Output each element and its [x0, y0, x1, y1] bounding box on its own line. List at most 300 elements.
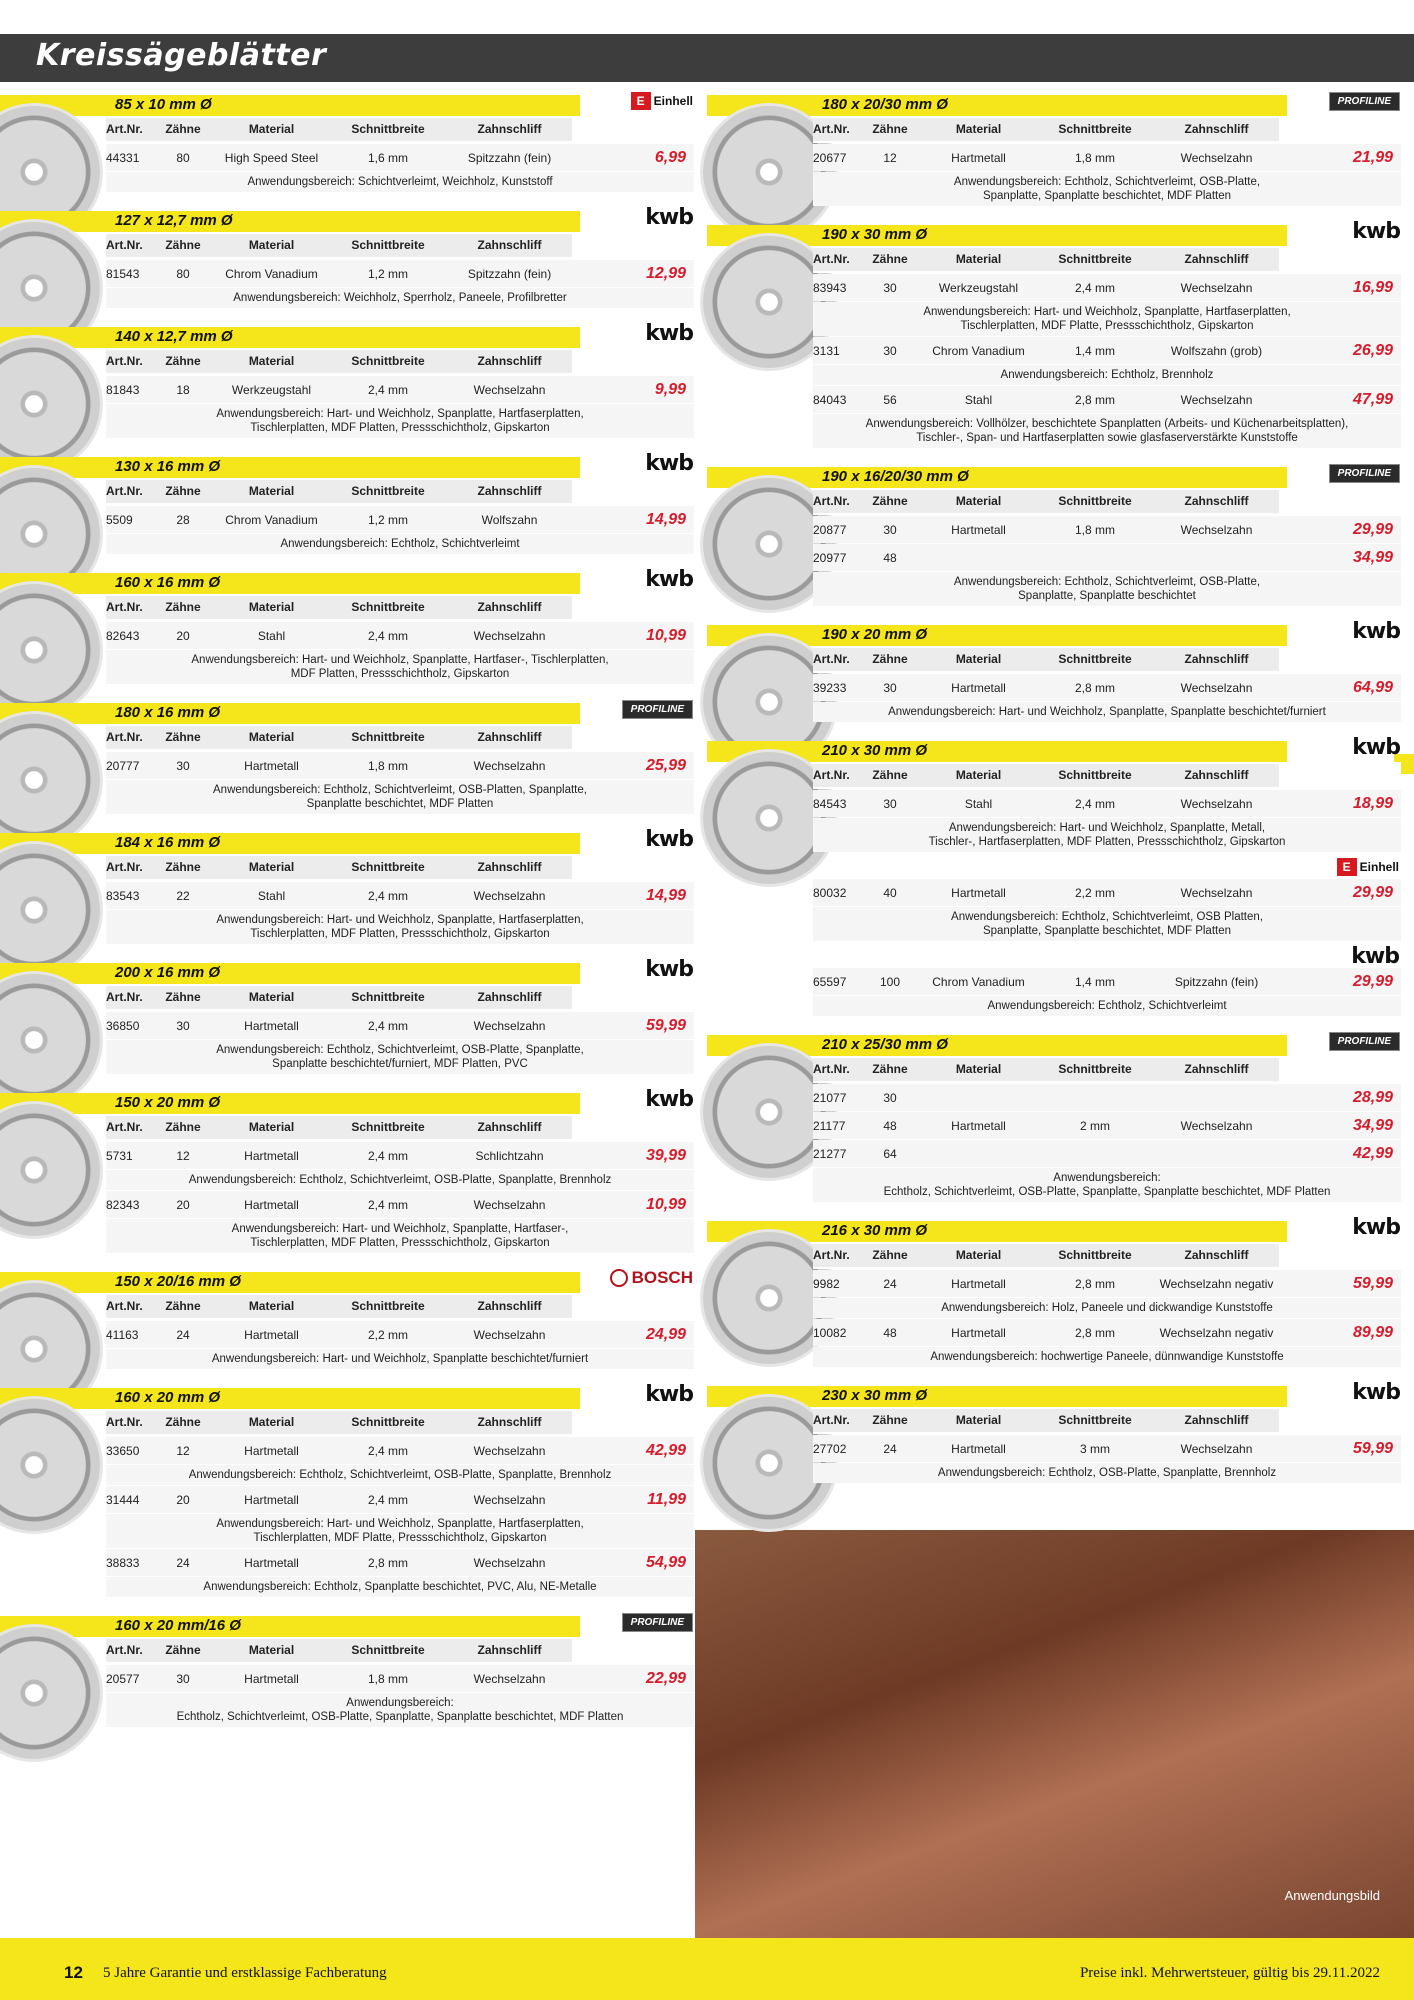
teeth-count: 30: [883, 1090, 897, 1105]
column-header-schliff: Zahnschliff: [1154, 1244, 1279, 1267]
column-header-art: Art.Nr.: [813, 764, 859, 787]
tooth-grind: Wechselzahn: [473, 1327, 546, 1342]
column-header-schnitt: Schnittbreite: [1036, 764, 1154, 787]
tooth-grind: Wechselzahn: [473, 1671, 546, 1686]
application-line: Anwendungsbereich: Hart- und Weichholz, Spanplatte, Spanplatte beschichtet/furniert: [888, 706, 1326, 718]
application-line: Anwendungsbereich: Holz, Paneele und dickwandige Kunststoffe: [941, 1302, 1273, 1314]
column-header-schliff: Zahnschliff: [447, 1116, 572, 1139]
application-area: [813, 1347, 1401, 1367]
table-row: [106, 882, 694, 909]
bosch-armature-icon: [610, 1269, 628, 1287]
brand-logo: [610, 1266, 693, 1290]
tooth-grind: Wechselzahn: [1180, 150, 1253, 165]
product-table: [106, 984, 694, 1074]
kwb-logo: kwb: [645, 1381, 693, 1407]
brand-name: Einhell: [1359, 860, 1399, 874]
application-area: [813, 1463, 1401, 1483]
tooth-grind: Wechselzahn: [473, 1443, 546, 1458]
price: 59,99: [1352, 1439, 1393, 1457]
brand-logo: [1329, 1029, 1400, 1053]
section-size-title: 230 x 30 mm Ø: [822, 1387, 928, 1404]
application-line: Anwendungsbereich: Echtholz, Schichtverleimt, OSB-Platte,: [953, 576, 1261, 588]
table-row: [106, 144, 694, 171]
cut-width: 2,4 mm: [1074, 796, 1115, 811]
tooth-grind: Wechselzahn: [473, 888, 546, 903]
table-row: [813, 790, 1401, 817]
article-number: 82643: [106, 628, 140, 643]
section-size-title: 216 x 30 mm Ø: [822, 1222, 928, 1239]
kwb-logo: kwb: [645, 204, 693, 230]
teeth-count: 20: [176, 1197, 190, 1212]
article-number: 20677: [813, 150, 847, 165]
cut-width: 2,4 mm: [367, 628, 408, 643]
application-line: Spanplatte beschichtet/furniert, MDF Platten, PVC: [272, 1058, 528, 1070]
section-size-title: 130 x 16 mm Ø: [115, 458, 221, 475]
article-number: 38833: [106, 1555, 140, 1570]
column-header-schnitt: Schnittbreite: [329, 726, 447, 749]
application-photo: [695, 1530, 1414, 1938]
table-row: [813, 674, 1401, 701]
column-header-art: Art.Nr.: [813, 248, 859, 271]
section-bar: [0, 963, 580, 984]
teeth-count: 30: [883, 680, 897, 695]
application-line: Tischlerplatten, MDF Platten, Pressschichtholz, Gipskarton: [250, 422, 550, 434]
column-header-material: Material: [214, 118, 329, 141]
product-table: [106, 1409, 694, 1597]
tooth-grind: Wechselzahn: [1180, 280, 1253, 295]
tooth-grind: Wechselzahn: [473, 628, 546, 643]
product-table: [813, 1407, 1401, 1483]
application-line: Spanplatte, Spanplatte beschichtet, MDF Platten: [982, 925, 1232, 937]
section-spacer: [0, 1369, 695, 1379]
product-section: [707, 458, 1402, 616]
price: 6,99: [654, 148, 686, 166]
column-header-material: Material: [921, 1244, 1036, 1267]
column-header-zaehne: Zähne: [859, 1058, 921, 1081]
table-header-row: [106, 1293, 694, 1320]
product-section: [0, 1379, 695, 1607]
tooth-grind: Wechselzahn negativ: [1159, 1276, 1274, 1291]
section-spacer: [0, 814, 695, 824]
application-line: Anwendungsbereich:: [346, 1697, 454, 1709]
article-number: 65597: [813, 974, 847, 989]
table-header-row: [813, 646, 1401, 673]
saw-blade-image: [0, 1399, 100, 1531]
brand-logo: [645, 205, 693, 229]
table-row: [813, 386, 1401, 413]
section-spacer: [0, 1253, 695, 1263]
table-row: [813, 274, 1401, 301]
section-spacer: [0, 554, 695, 564]
teeth-count: 12: [176, 1443, 190, 1458]
application-line: Tischlerplatten, MDF Platte, Pressschichtholz, Gipskarton: [960, 320, 1254, 332]
section-header: [707, 1026, 1402, 1056]
sub-brand-header: [813, 852, 1401, 878]
photo-label: Anwendungsbild: [1284, 1888, 1380, 1903]
cut-width: 1,2 mm: [367, 512, 408, 527]
section-header: [0, 954, 695, 984]
footer-guarantee: 5 Jahre Garantie und erstklassige Fachberatung: [103, 1965, 387, 1981]
tooth-grind: Wechselzahn: [1180, 885, 1253, 900]
application-line: Anwendungsbereich: Hart- und Weichholz, Spanplatte, Hartfaserplatten,: [923, 306, 1291, 318]
product-section: [0, 1084, 695, 1263]
section-header: [707, 458, 1402, 488]
price: 14,99: [645, 510, 686, 528]
column-header-schliff: Zahnschliff: [1154, 648, 1279, 671]
tooth-grind: Wechselzahn: [473, 382, 546, 397]
bosch-logo: [610, 1268, 693, 1288]
brand-logo: [1352, 1215, 1400, 1239]
brand-logo: [645, 451, 693, 475]
application-area: [106, 534, 694, 554]
cut-width: 2,8 mm: [367, 1555, 408, 1570]
brand-logo: [645, 567, 693, 591]
tooth-grind: Wechselzahn: [1180, 680, 1253, 695]
column-header-material: Material: [921, 1409, 1036, 1432]
application-area: [106, 910, 694, 944]
section-spacer: [0, 1074, 695, 1084]
section-bar: [0, 95, 580, 116]
product-table: [106, 116, 694, 192]
brand-logo: [1337, 855, 1399, 879]
table-row: [813, 1112, 1401, 1139]
article-number: 44331: [106, 150, 140, 165]
column-header-zaehne: Zähne: [152, 986, 214, 1009]
section-size-title: 180 x 16 mm Ø: [115, 704, 221, 721]
section-header: [0, 1379, 695, 1409]
price: 34,99: [1352, 1116, 1393, 1134]
column-header-art: Art.Nr.: [813, 648, 859, 671]
column-header-schliff: Zahnschliff: [447, 596, 572, 619]
column-header-art: Art.Nr.: [106, 596, 152, 619]
table-header-row: [106, 232, 694, 259]
article-number: 20877: [813, 522, 847, 537]
application-area: [813, 1298, 1401, 1318]
cut-width: 2,4 mm: [367, 382, 408, 397]
column-header-zaehne: Zähne: [152, 1411, 214, 1434]
article-number: 81843: [106, 382, 140, 397]
tooth-grind: Wechselzahn: [473, 758, 546, 773]
column-header-zaehne: Zähne: [859, 490, 921, 513]
price: 64,99: [1352, 678, 1393, 696]
column-header-zaehne: Zähne: [152, 596, 214, 619]
column-header-schnitt: Schnittbreite: [329, 1639, 447, 1662]
brand-logo: [1329, 89, 1400, 113]
column-header-zaehne: Zähne: [859, 764, 921, 787]
application-line: Tischler-, Hartfaserplatten, MDF Platten, Pressschichtholz, Gipskarton: [928, 836, 1286, 848]
column-header-schliff: Zahnschliff: [447, 350, 572, 373]
application-line: Anwendungsbereich: Hart- und Weichholz, Spanplatte, Hartfaser-,: [231, 1223, 569, 1235]
section-size-title: 160 x 20 mm/16 Ø: [115, 1617, 241, 1634]
table-header-row: [106, 1114, 694, 1141]
product-table: [813, 488, 1401, 606]
material: Hartmetall: [244, 1197, 299, 1212]
brand-logo: [1352, 735, 1400, 759]
column-header-schnitt: Schnittbreite: [1036, 648, 1154, 671]
product-table: [813, 1242, 1401, 1367]
section-spacer: [0, 684, 695, 694]
article-number: 83943: [813, 280, 847, 295]
application-area: [106, 1219, 694, 1253]
brand-logo: [631, 89, 693, 113]
application-line: Spanplatte, Spanplatte beschichtet: [1018, 590, 1196, 602]
cut-width: 2,4 mm: [367, 1443, 408, 1458]
column-header-material: Material: [921, 248, 1036, 271]
brand-logo: [1352, 219, 1400, 243]
table-header-row: [813, 246, 1401, 273]
material: Chrom Vanadium: [932, 343, 1025, 358]
application-area: [813, 365, 1401, 385]
section-spacer: [707, 1016, 1402, 1026]
material: Stahl: [964, 392, 993, 407]
table-header-row: [106, 1409, 694, 1436]
column-header-material: Material: [214, 480, 329, 503]
material: Hartmetall: [951, 680, 1006, 695]
column-header-zaehne: Zähne: [859, 118, 921, 141]
table-header-row: [106, 116, 694, 143]
cut-width: 1,8 mm: [367, 1671, 408, 1686]
cut-width: 2,2 mm: [367, 1327, 408, 1342]
section-header: [0, 318, 695, 348]
application-line: Anwendungsbereich: Echtholz, Schichtverleimt, OSB-Platte, Spanplatte, Brennholz: [188, 1174, 612, 1186]
table-row: [106, 622, 694, 649]
product-section: [707, 216, 1402, 458]
application-line: Anwendungsbereich: Echtholz, Schichtverleimt, OSB-Platten, Spanplatte,: [213, 784, 587, 796]
brand-logo: [1329, 461, 1400, 485]
teeth-count: 24: [883, 1276, 897, 1291]
kwb-logo: kwb: [1351, 943, 1399, 969]
teeth-count: 30: [176, 1018, 190, 1033]
table-header-row: [106, 1637, 694, 1664]
application-line: Anwendungsbereich: Hart- und Weichholz, Spanplatte, Hartfaser-, Tischlerplatten,: [191, 654, 609, 666]
column-header-art: Art.Nr.: [813, 1058, 859, 1081]
section-header: [0, 202, 695, 232]
product-table: [813, 646, 1401, 722]
column-header-art: Art.Nr.: [813, 1409, 859, 1432]
section-bar: [0, 573, 580, 594]
material: High Speed Steel: [224, 150, 319, 165]
column-header-schliff: Zahnschliff: [447, 480, 572, 503]
tooth-grind: Wechselzahn: [473, 1197, 546, 1212]
column-header-material: Material: [921, 764, 1036, 787]
column-header-schliff: Zahnschliff: [1154, 490, 1279, 513]
product-section: [0, 448, 695, 564]
section-header: [707, 616, 1402, 646]
product-section: [0, 86, 695, 202]
application-line: Tischlerplatten, MDF Platten, Pressschichtholz, Gipskarton: [250, 1237, 550, 1249]
cut-width: 1,8 mm: [1074, 150, 1115, 165]
kwb-logo: kwb: [645, 826, 693, 852]
column-header-material: Material: [214, 1295, 329, 1318]
teeth-count: 12: [176, 1148, 190, 1163]
material: Chrom Vanadium: [225, 266, 318, 281]
table-header-row: [813, 1407, 1401, 1434]
application-area: [106, 1693, 694, 1727]
kwb-logo: kwb: [1352, 618, 1400, 644]
teeth-count: 48: [883, 550, 897, 565]
cut-width: 2,8 mm: [1074, 680, 1115, 695]
table-row: [813, 1140, 1401, 1167]
application-line: Tischlerplatten, MDF Platte, Pressschichtholz, Gipskarton: [253, 1532, 547, 1544]
page-number: 12: [64, 1963, 83, 1982]
application-line: Anwendungsbereich: Echtholz, Schichtverleimt, OSB-Platte,: [953, 176, 1261, 188]
column-header-art: Art.Nr.: [813, 1244, 859, 1267]
column-header-art: Art.Nr.: [106, 1411, 152, 1434]
article-number: 82343: [106, 1197, 140, 1212]
cut-width: 2,4 mm: [1074, 280, 1115, 295]
table-row: [813, 516, 1401, 543]
application-line: Spanplatte, Spanplatte beschichtet, MDF Platten: [982, 190, 1232, 202]
teeth-count: 20: [176, 1492, 190, 1507]
column-header-schnitt: Schnittbreite: [1036, 118, 1154, 141]
kwb-logo: kwb: [645, 566, 693, 592]
section-size-title: 140 x 12,7 mm Ø: [115, 328, 233, 345]
article-number: 20577: [106, 1671, 140, 1686]
price: 89,99: [1352, 1323, 1393, 1341]
column-header-material: Material: [214, 234, 329, 257]
teeth-count: 24: [176, 1555, 190, 1570]
teeth-count: 12: [883, 150, 897, 165]
material: Hartmetall: [951, 1325, 1006, 1340]
column-header-schliff: Zahnschliff: [1154, 1058, 1279, 1081]
tooth-grind: Spitzzahn (fein): [467, 266, 552, 281]
column-header-zaehne: Zähne: [152, 1295, 214, 1318]
table-row: [106, 1142, 694, 1169]
page-title: Kreissägeblätter: [36, 38, 327, 73]
section-size-title: 190 x 20 mm Ø: [822, 626, 928, 643]
column-header-schnitt: Schnittbreite: [329, 596, 447, 619]
product-table: [106, 854, 694, 944]
application-line: Tischler-, Span- und Hartfaserplatten sowie glasfaserverstärkte Kunststoffe: [916, 432, 1298, 444]
teeth-count: 30: [883, 343, 897, 358]
material: Chrom Vanadium: [225, 512, 318, 527]
application-area: [813, 907, 1401, 941]
teeth-count: 24: [883, 1441, 897, 1456]
application-line: Anwendungsbereich: Echtholz, Schichtverleimt, OSB-Platte, Spanplatte, Brennholz: [188, 1469, 612, 1481]
price: 21,99: [1352, 148, 1393, 166]
column-header-zaehne: Zähne: [152, 350, 214, 373]
application-area: [813, 702, 1401, 722]
article-number: 5731: [106, 1148, 133, 1163]
einhell-logo: [1337, 858, 1399, 876]
table-header-row: [106, 854, 694, 881]
article-number: 41163: [106, 1327, 139, 1342]
product-table: [106, 348, 694, 438]
column-header-material: Material: [921, 1058, 1036, 1081]
application-area: [813, 302, 1401, 336]
column-header-schnitt: Schnittbreite: [1036, 1058, 1154, 1081]
teeth-count: 48: [883, 1118, 897, 1133]
column-header-art: Art.Nr.: [106, 480, 152, 503]
material: Hartmetall: [951, 1441, 1006, 1456]
column-header-material: Material: [921, 118, 1036, 141]
product-section: [0, 564, 695, 694]
column-header-art: Art.Nr.: [106, 118, 152, 141]
column-header-schnitt: Schnittbreite: [1036, 1409, 1154, 1432]
article-number: 27702: [813, 1441, 847, 1456]
material: Stahl: [257, 628, 286, 643]
section-spacer: [707, 1367, 1402, 1377]
table-row: [106, 260, 694, 287]
section-bar: [0, 833, 580, 854]
section-size-title: 190 x 16/20/30 mm Ø: [822, 468, 969, 485]
table-row: [813, 1319, 1401, 1346]
kwb-logo: kwb: [1352, 734, 1400, 760]
price: 42,99: [1352, 1144, 1393, 1162]
table-row: [813, 1084, 1401, 1111]
cut-width: 2,2 mm: [1074, 885, 1115, 900]
column-header-art: Art.Nr.: [106, 856, 152, 879]
cut-width: 2,4 mm: [367, 1018, 408, 1033]
product-section: [707, 86, 1402, 216]
cut-width: 1,4 mm: [1074, 343, 1115, 358]
application-area: [106, 1349, 694, 1369]
application-line: Anwendungsbereich: hochwertige Paneele, dünnwandige Kunststoffe: [930, 1351, 1284, 1363]
price: 9,99: [654, 380, 686, 398]
cut-width: 2,4 mm: [367, 888, 408, 903]
section-bar: [0, 1093, 580, 1114]
section-size-title: 190 x 30 mm Ø: [822, 226, 928, 243]
cut-width: 3 mm: [1080, 1441, 1110, 1456]
tooth-grind: Wechselzahn negativ: [1159, 1325, 1274, 1340]
kwb-logo: kwb: [645, 320, 693, 346]
column-header-zaehne: Zähne: [152, 118, 214, 141]
teeth-count: 80: [176, 150, 190, 165]
article-number: 80032: [813, 885, 847, 900]
product-section: [707, 1377, 1402, 1493]
teeth-count: 22: [176, 888, 190, 903]
section-spacer: [0, 308, 695, 318]
brand-name: BOSCH: [631, 1268, 693, 1287]
brand-logo: [645, 827, 693, 851]
application-area: [106, 1577, 694, 1597]
material: Hartmetall: [951, 1276, 1006, 1291]
brand-logo: [1352, 619, 1400, 643]
table-row: [106, 1486, 694, 1513]
table-row: [813, 968, 1401, 995]
teeth-count: 28: [176, 512, 190, 527]
section-size-title: 150 x 20/16 mm Ø: [115, 1273, 241, 1290]
column-header-material: Material: [214, 1116, 329, 1139]
tooth-grind: Wechselzahn: [1180, 392, 1253, 407]
product-table: [106, 478, 694, 554]
tooth-grind: Wechselzahn: [473, 1018, 546, 1033]
sub-brand-header: [813, 941, 1401, 967]
column-header-zaehne: Zähne: [152, 1639, 214, 1662]
column-header-schnitt: Schnittbreite: [329, 350, 447, 373]
column-header-zaehne: Zähne: [859, 248, 921, 271]
column-header-schnitt: Schnittbreite: [329, 986, 447, 1009]
price: 42,99: [645, 1441, 686, 1459]
price: 34,99: [1352, 548, 1393, 566]
section-size-title: 210 x 25/30 mm Ø: [822, 1036, 948, 1053]
section-bar: [0, 703, 580, 724]
product-section: [0, 694, 695, 824]
kwb-logo: kwb: [1352, 218, 1400, 244]
section-header: [707, 1212, 1402, 1242]
application-area: [106, 650, 694, 684]
table-header-row: [106, 984, 694, 1011]
application-line: Anwendungsbereich: Echtholz, Schichtverleimt, OSB-Platte, Spanplatte,: [216, 1044, 584, 1056]
column-header-schliff: Zahnschliff: [1154, 118, 1279, 141]
price: 18,99: [1352, 794, 1393, 812]
table-row: [813, 544, 1401, 571]
profiline-logo: PROFILINE: [622, 1613, 693, 1632]
application-area: [106, 1040, 694, 1074]
cut-width: 2,8 mm: [1074, 1276, 1115, 1291]
column-header-schliff: Zahnschliff: [447, 234, 572, 257]
application-line: Anwendungsbereich: Echtholz, Brennholz: [1000, 369, 1214, 381]
